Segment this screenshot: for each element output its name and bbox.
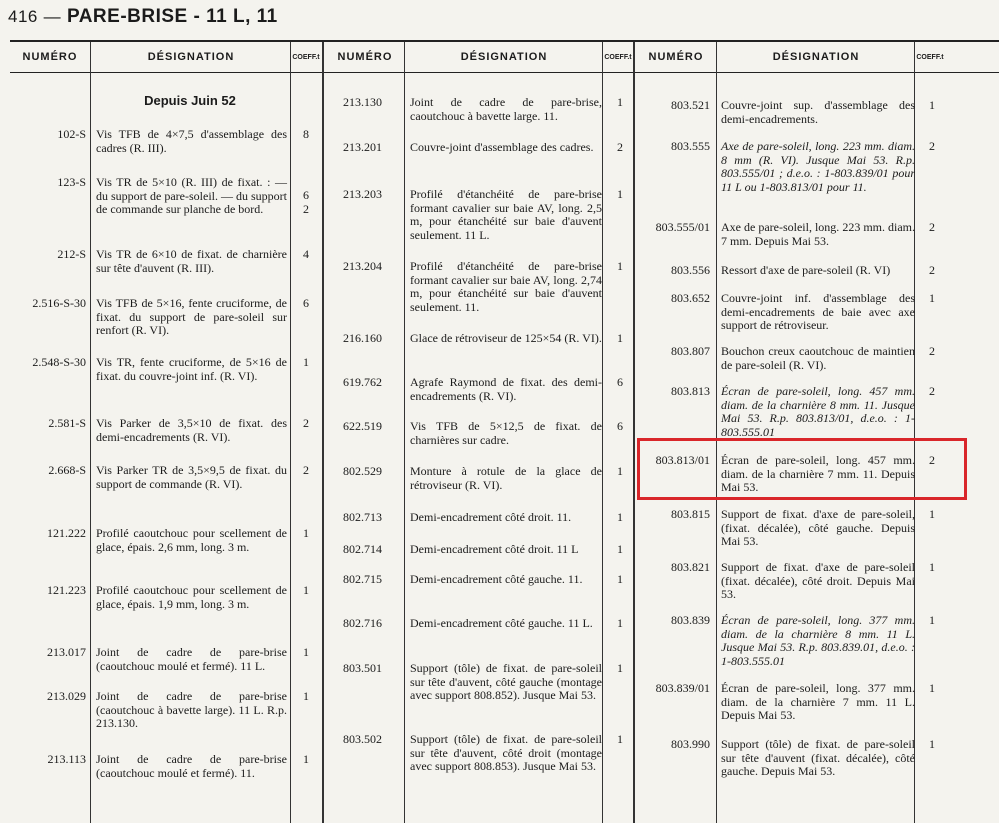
col2-designation-header: DÉSIGNATION (460, 51, 548, 63)
col-rule (290, 42, 291, 823)
part-coefficient: 6 (617, 419, 623, 433)
part-coefficient: 1 (929, 560, 935, 574)
part-coefficient: 1 (929, 291, 935, 305)
col-rule (322, 42, 324, 823)
part-coefficient: 1 (929, 613, 935, 627)
part-number: 803.555/01 (655, 220, 710, 234)
part-description: Écran de pare-soleil, long. 377 mm. diam. de la charnière 8 mm. 11 L. Jusque Mai 53. R.p. 803.839.01, d.e.o. : 1-803.555.01 (721, 613, 915, 668)
part-number: 123-S (57, 175, 86, 189)
part-coefficient: 1 (929, 507, 935, 521)
part-number: 803.839/01 (655, 681, 710, 695)
part-description: Axe de pare-soleil, long. 223 mm. diam. 8 mm (R. VI). Jusque Mai 53. R.p. 803.555/01 ; d.e.o. : 1-803.839/01 pour 11 L ou 1-803.813/01 pour 11. (721, 139, 915, 194)
part-description: Demi-encadrement côté gauche. 11. (410, 572, 583, 586)
page-title: PARE-BRISE - 11 L, 11 (66, 6, 278, 27)
part-coefficient: 6 2 (303, 188, 309, 216)
part-description: Vis TFB de 4×7,5 d'assemblage des cadres (R. III). (96, 127, 287, 155)
part-number: 213.201 (343, 140, 382, 154)
part-description: Demi-encadrement côté droit. 11 L (410, 542, 579, 556)
part-number: 803.821 (671, 560, 710, 574)
part-coefficient: 1 (617, 187, 623, 201)
part-coefficient: 6 (303, 296, 309, 310)
page-number: 416 (8, 7, 38, 26)
part-description: Couvre-joint sup. d'assemblage des demi-encadrements. (721, 98, 915, 126)
part-number: 802.713 (343, 510, 382, 524)
col3-coeff-header: COEFF.t (916, 53, 944, 61)
part-coefficient: 1 (617, 331, 623, 345)
part-coefficient: 1 (303, 689, 309, 703)
part-coefficient: 2 (929, 220, 935, 234)
part-coefficient: 2 (303, 463, 309, 477)
part-description: Profilé d'étanchéité de pare-brise formant cavalier sur baie AV, long. 2,5 m, pour étanchéité sur baie d'auvent seulement. 11 L. (410, 187, 602, 242)
part-coefficient: 1 (617, 259, 623, 273)
part-description: Joint de cadre de pare-brise (caoutchouc à bavette large). 11 L. R.p. 213.130. (96, 689, 287, 730)
part-coefficient: 1 (617, 542, 623, 556)
part-coefficient: 2 (303, 416, 309, 430)
part-number: 803.807 (671, 344, 710, 358)
part-description: Écran de pare-soleil, long. 457 mm. diam. de la charnière 7 mm. 11. Depuis Mai 53. (721, 453, 915, 494)
part-number: 802.715 (343, 572, 382, 586)
part-coefficient: 8 (303, 127, 309, 141)
part-number: 121.222 (47, 526, 86, 540)
part-coefficient: 2 (617, 140, 623, 154)
part-number: 803.521 (671, 98, 710, 112)
part-number: 121.223 (47, 583, 86, 597)
part-description: Profilé caoutchouc pour scellement de glace, épais. 1,9 mm, long. 3 m. (96, 583, 287, 611)
part-number: 803.990 (671, 737, 710, 751)
part-number: 802.716 (343, 616, 382, 630)
part-number: 803.555 (671, 139, 710, 153)
part-description: Vis TFB de 5×12,5 de fixat. de charnières sur cadre. (410, 419, 602, 447)
part-coefficient: 2 (929, 263, 935, 277)
part-coefficient: 1 (929, 681, 935, 695)
part-description: Support (tôle) de fixat. de pare-soleil sur tête d'auvent, côté droit (montage avec support 808.853). Jusque Mai 53. (410, 732, 602, 773)
part-number: 803.815 (671, 507, 710, 521)
part-coefficient: 2 (929, 344, 935, 358)
part-description: Joint de cadre de pare-brise (caoutchouc moulé et fermé). 11 L. (96, 645, 287, 673)
col2-coeff-header: COEFF.t (604, 53, 632, 61)
header-rule (10, 72, 999, 73)
part-coefficient: 4 (303, 247, 309, 261)
part-number: 213.113 (47, 752, 86, 766)
part-number: 213.203 (343, 187, 382, 201)
part-coefficient: 1 (929, 98, 935, 112)
part-coefficient: 1 (617, 464, 623, 478)
part-description: Axe de pare-soleil, long. 223 mm. diam. 7 mm. Depuis Mai 53. (721, 220, 915, 248)
part-coefficient: 1 (303, 752, 309, 766)
part-number: 803.813 (671, 384, 710, 398)
part-coefficient: 1 (617, 616, 623, 630)
part-number: 2.516-S-30 (32, 296, 86, 310)
part-number: 622.519 (343, 419, 382, 433)
part-description: Couvre-joint inf. d'assemblage des demi-encadrements de baie avec axe support de rétroviseur. (721, 291, 915, 332)
part-description: Support (tôle) de fixat. de pare-soleil sur tête d'auvent, côté gauche (montage avec support 808.852). Jusque Mai 53. (410, 661, 602, 702)
part-number: 803.813/01 (655, 453, 710, 467)
header-dash: — (43, 7, 62, 26)
part-description: Demi-encadrement côté droit. 11. (410, 510, 572, 524)
part-number: 212-S (57, 247, 86, 261)
part-description: Vis TR de 6×10 de fixat. de charnière sur tête d'auvent (R. III). (96, 247, 287, 275)
part-coefficient: 2 (929, 139, 935, 153)
col-rule (90, 42, 91, 823)
part-description: Ressort d'axe de pare-soleil (R. VI) (721, 263, 891, 277)
col-rule (716, 42, 717, 823)
part-number: 213.017 (47, 645, 86, 659)
part-description: Joint de cadre de pare-brise (caoutchouc moulé et fermé). 11. (96, 752, 287, 780)
col1-numero-header: NUMÉRO (22, 51, 78, 63)
part-description: Demi-encadrement côté gauche. 11 L. (410, 616, 593, 630)
part-coefficient: 2 (929, 453, 935, 467)
part-description: Agrafe Raymond de fixat. des demi-encadrements (R. VI). (410, 375, 602, 403)
part-coefficient: 1 (617, 95, 623, 109)
part-description: Joint de cadre de pare-brise, caoutchouc à bavette large. 11. (410, 95, 602, 123)
part-description: Écran de pare-soleil, long. 457 mm. diam. de la charnière 8 mm. 11. Jusque Mai 53. R.p. 803.813/01, d.e.o. : 1-803.555.01 (721, 384, 915, 439)
part-description: Écran de pare-soleil, long. 377 mm. diam. de la charnière 7 mm. 11 L. Depuis Mai 53. (721, 681, 915, 722)
part-number: 213.204 (343, 259, 382, 273)
part-description: Vis TFB de 5×16, fente cruciforme, de fixat. du support de pare-soleil sur renfort (R. VI). (96, 296, 287, 337)
part-number: 803.839 (671, 613, 710, 627)
part-description: Vis TR de 5×10 (R. III) de fixat. : — du support de pare-soleil. — du support de commande sur planche de bord. (96, 175, 287, 216)
part-coefficient: 1 (303, 355, 309, 369)
col3-designation-header: DÉSIGNATION (772, 51, 860, 63)
part-description: Glace de rétroviseur de 125×54 (R. VI). (410, 331, 602, 345)
part-coefficient: 1 (303, 526, 309, 540)
part-number: 102-S (57, 127, 86, 141)
part-coefficient: 1 (617, 510, 623, 524)
part-description: Support de fixat. d'axe de pare-soleil (fixat. décalée), côté droit. Depuis Mai 53. (721, 560, 915, 601)
part-description: Support de fixat. d'axe de pare-soleil, (fixat. décalée), côté gauche. Depuis Mai 53. (721, 507, 915, 548)
section-title: Depuis Juin 52 (144, 93, 236, 108)
part-number: 2.668-S (48, 463, 86, 477)
part-description: Monture à rotule de la glace de rétroviseur (R. VI). (410, 464, 602, 492)
part-description: Vis Parker TR de 3,5×9,5 de fixat. du support de commande (R. VI). (96, 463, 287, 491)
part-description: Couvre-joint d'assemblage des cadres. (410, 140, 594, 154)
part-coefficient: 1 (617, 732, 623, 746)
part-coefficient: 6 (617, 375, 623, 389)
col3-numero-header: NUMÉRO (648, 51, 704, 63)
part-number: 803.652 (671, 291, 710, 305)
part-coefficient: 2 (929, 384, 935, 398)
part-description: Profilé d'étanchéité de pare-brise formant cavalier sur baie AV, long. 2,74 m, pour étanchéité sur baie d'auvent seulement. 11. (410, 259, 602, 314)
part-coefficient: 1 (617, 661, 623, 675)
part-number: 216.160 (343, 331, 382, 345)
part-number: 2.548-S-30 (32, 355, 86, 369)
part-number: 802.529 (343, 464, 382, 478)
part-number: 213.029 (47, 689, 86, 703)
part-number: 2.581-S (48, 416, 86, 430)
part-number: 213.130 (343, 95, 382, 109)
part-number: 619.762 (343, 375, 382, 389)
part-number: 803.556 (671, 263, 710, 277)
page-header (8, 6, 278, 36)
part-description: Vis Parker de 3,5×10 de fixat. des demi-encadrements (R. VI). (96, 416, 287, 444)
top-rule (10, 40, 999, 42)
highlight-box (637, 438, 967, 500)
part-coefficient: 1 (303, 645, 309, 659)
part-description: Support (tôle) de fixat. de pare-soleil sur tête d'auvent (fixat. décalée), côté gauche. Depuis Mai 53. (721, 737, 915, 778)
part-coefficient: 1 (303, 583, 309, 597)
part-number: 803.501 (343, 661, 382, 675)
part-coefficient: 1 (617, 572, 623, 586)
col2-numero-header: NUMÉRO (337, 51, 393, 63)
part-description: Bouchon creux caoutchouc de maintien de pare-soleil (R. VI). (721, 344, 915, 372)
col1-coeff-header: COEFF.t (292, 53, 320, 61)
col-rule (404, 42, 405, 823)
col1-designation-header: DÉSIGNATION (147, 51, 235, 63)
col-rule (602, 42, 603, 823)
part-description: Profilé caoutchouc pour scellement de glace, épais. 2,6 mm, long. 3 m. (96, 526, 287, 554)
part-number: 802.714 (343, 542, 382, 556)
part-coefficient: 1 (929, 737, 935, 751)
part-number: 803.502 (343, 732, 382, 746)
part-description: Vis TR, fente cruciforme, de 5×16 de fixat. du couvre-joint inf. (R. VI). (96, 355, 287, 383)
